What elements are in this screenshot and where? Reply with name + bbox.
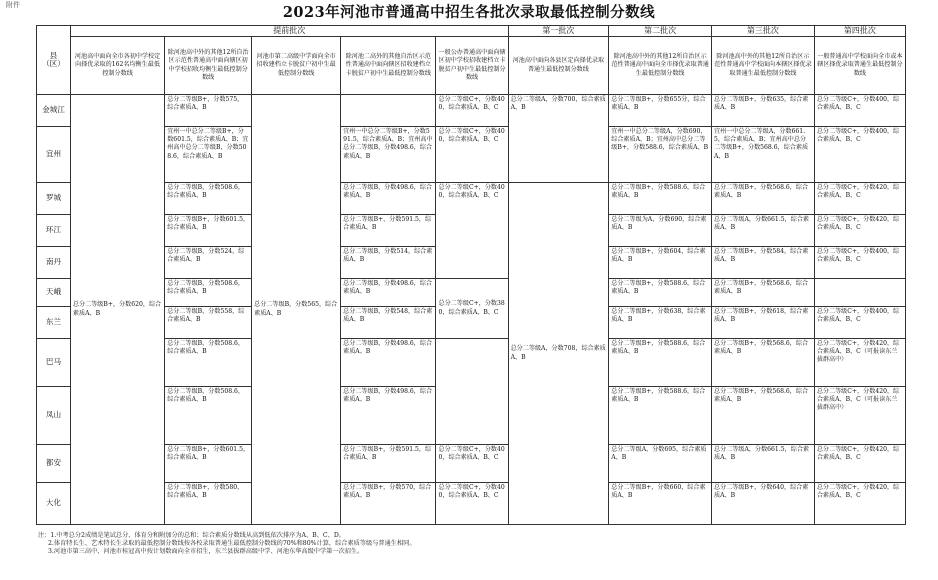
score-cell: 宜州一中总分二等级B+，分数601.5，综合素质A、B；宜州高中总分二等级B，分数508.6，综合素质A、B [165, 127, 252, 183]
county-name: 环江 [37, 215, 71, 247]
score-cell: 总分二等级B+，分数638，综合素质A、B [609, 307, 712, 339]
score-cell: 总分二等级B，分数514，综合素质A、B [341, 247, 436, 279]
score-cell: 总分二等级C+，分数420，综合素质A、B、C [814, 215, 905, 247]
score-cell: 总分二等级C+，分数420，综合素质A、B、C（可报读东兰拔群高中） [814, 339, 905, 387]
column-header: 除河池二高外的其他自治区示范性普通高中面向辖区招收建档立卡脱贫户初中生最低控制分数线 [341, 37, 436, 95]
score-cell: 总分二等级C+，分数400，综合素质A、B、C [436, 183, 508, 279]
column-header: 除河池高中外的其他12所自治区示范性普通高中面向全市择优录取普通生最低控制分数线 [609, 37, 712, 95]
score-cell: 总分二等级B+，分数640，综合素质A、B [712, 483, 815, 525]
score-cell: 总分二等级为A，分数690，综合素质A、B [609, 215, 712, 247]
score-cell: 总分二等级B，分数498.6，综合素质A、B [341, 183, 436, 215]
county-name: 罗城 [37, 183, 71, 215]
score-cell: 总分二等级B+，分数618，综合素质A、B [712, 307, 815, 339]
table-row [37, 339, 906, 387]
score-cell: 总分二等级B+，分数568.6，综合素质A、B [712, 279, 815, 307]
table-row [37, 279, 906, 307]
score-cell: 总分二等级B+，分数568.6，综合素质A、B [712, 339, 815, 387]
score-cell: 总分二等级B，分数524，综合素质A、B [165, 247, 252, 279]
column-header: 除河池高中外的其他12所自治区示范性普通高中学校面向本辖区择优录取普通生最低控制分数线 [712, 37, 815, 95]
column-header: 河池市第二高级中学面向全市招收建档立卡脱贫户初中生最低控制分数线 [252, 37, 341, 95]
score-cell: 总分二等级A，分数708，综合素质A、B [508, 183, 609, 525]
score-cell: 总分二等级B+，分数591.5，综合素质A、B [341, 215, 436, 247]
score-cell: 总分二等级B+，分数635，综合素质A、B [712, 95, 815, 127]
county-name: 宜州 [37, 127, 71, 183]
score-cell: 总分二等级B+，分数591.5，综合素质A、B [341, 445, 436, 483]
score-cell: 总分二等级C+，分数400，综合素质A、B、C [436, 95, 508, 127]
score-cell: 总分二等级C+，分数400，综合素质A、B、C [436, 127, 508, 183]
score-cell: 总分二等级A，分数661.5，综合素质A、B [712, 445, 815, 483]
group-header-second: 第二批次 [609, 26, 712, 37]
score-cell: 宜州一中总分二等级A，分数661.5，综合素质A、B；宜州高中总分二等级B+，分数568.6，综合素质A、B [712, 127, 815, 183]
score-cell: 宜州一中总分二等级A，分数690，综合素质A、B；宜州高中总分二等级B+，分数588.6，综合素质A、B [609, 127, 712, 183]
score-cell: 总分二等级B+，分数568.6，综合素质A、B [712, 183, 815, 215]
score-cell: 总分二等级C+，分数400，综合素质A、B、C [436, 483, 508, 525]
county-name: 金城江 [37, 95, 71, 127]
score-cell: 总分二等级B+，分数588.6，综合素质A、B [609, 279, 712, 307]
score-table [36, 25, 906, 525]
score-cell: 总分二等级B+，分数588.6，综合素质A、B [609, 183, 712, 215]
group-header-early: 提前批次 [70, 26, 508, 37]
table-row [37, 483, 906, 525]
footnote: 注：1.中考总分2成绩是笔试总分、体育分和附加分的总和；综合素质分数线从高到低依次排序为A、B、C、D。 [38, 532, 345, 539]
score-cell: 总分二等级A，分数661.5，综合素质A、B [712, 215, 815, 247]
score-cell: 总分二等级B+，分数580，综合素质A、B [165, 483, 252, 525]
score-cell: 总分二等级B+，分数601.5，综合素质A、B [165, 445, 252, 483]
score-cell: 总分二等级C+，分数420，综合素质A、B、C（可报读东兰拔群高中） [814, 387, 905, 445]
score-cell: 总分二等级B，分数548，综合素质A、B [341, 307, 436, 339]
score-cell: 总分二等级B，分数565，综合素质A、B [252, 95, 341, 525]
score-cell [341, 95, 436, 127]
table-row [37, 445, 906, 483]
group-header-first: 第一批次 [508, 26, 609, 37]
score-cell: 总分二等级B，分数508.6，综合素质A、B [165, 279, 252, 307]
score-cell: 总分二等级B+，分数575，综合素质A、B [165, 95, 252, 127]
score-cell: 总分二等级B+，分数568.6，综合素质A、B [712, 387, 815, 445]
score-cell: 总分二等级B+，分数588.6，综合素质A、B [609, 387, 712, 445]
score-cell: 总分二等级B，分数558，综合素质A、B [165, 307, 252, 339]
score-cell: 总分二等级B+，分数601.5，综合素质A、B [165, 215, 252, 247]
score-cell: 总分二等级B+，分数584，综合素质A、B [712, 247, 815, 279]
score-cell: 总分二等级C+，分数400，综合素质A、B、C [814, 95, 905, 127]
score-cell [814, 279, 905, 307]
group-header-third: 第三批次 [712, 26, 815, 37]
county-name: 凤山 [37, 387, 71, 445]
table-row [37, 95, 906, 127]
group-header-fourth: 第四批次 [814, 26, 905, 37]
attachment-label: 附件 [6, 1, 20, 9]
table-row [37, 183, 906, 215]
table-row [37, 127, 906, 183]
score-cell: 总分二等级A，分数695，综合素质A、B [609, 445, 712, 483]
score-cell: 总分二等级B，分数508.6，综合素质A、B [165, 387, 252, 445]
column-header: 一般公办普通高中面向辖区初中学校招收建档立卡脱贫户初中生最低控制分数线 [436, 37, 508, 95]
county-name: 南丹 [37, 247, 71, 279]
score-cell: 总分二等级B，分数508.6，综合素质A、B [165, 339, 252, 387]
county-name: 大化 [37, 483, 71, 525]
score-cell: 总分二等级C+，分数420，综合素质A、B、C [814, 445, 905, 483]
score-cell: 总分二等级C+，分数400，综合素质A、B、C [814, 247, 905, 279]
score-cell: 总分二等级B+，分数655分，综合素质A、B [609, 95, 712, 127]
county-name: 巴马 [37, 339, 71, 387]
score-cell: 总分二等级C+，分数400，综合素质A、B、C [814, 307, 905, 339]
score-cell: 总分二等级B+，分数660，综合素质A、B [609, 483, 712, 525]
score-cell: 总分二等级A，分数700，综合素质A、B [508, 95, 609, 183]
score-cell: 总分二等级C+，分数420，综合素质A、B、C [814, 483, 905, 525]
county-header: 县 （区） [37, 26, 71, 95]
document-title: 2023年河池市普通高中招生各批次录取最低控制分数线 [282, 4, 656, 21]
county-name: 都安 [37, 445, 71, 483]
score-cell: 总分二等级B+，分数604，综合素质A、B [609, 247, 712, 279]
column-header: 河池高中面向全市各初中学校定向择优录取的162名均衡生最低控制分数线 [70, 37, 164, 95]
score-cell: 总分二等级B，分数498.6，综合素质A、B [341, 279, 436, 307]
score-cell: 总分二等级C+，分数420，综合素质A、B、C [814, 183, 905, 215]
score-cell: 总分二等级B，分数498.6，综合素质A、B [341, 387, 436, 445]
score-cell: 总分二等级C+，分数380，综合素质A、B、C [436, 279, 508, 339]
county-name: 东兰 [37, 307, 71, 339]
column-header: 除河池高中外的其他12所自治区示范性普通高中面向辖区初中学校招收均衡生最低控制分数线 [165, 37, 252, 95]
score-cell: 宜州一中总分二等级B+，分数591.5，综合素质A、B；宜州高中总分二等级B，分数498.6，综合素质A、B [341, 127, 436, 183]
column-header: 河池高中面向各县区定向择优录取普通生最低控制分数线 [508, 37, 609, 95]
footnotes [38, 532, 918, 556]
county-name: 天峨 [37, 279, 71, 307]
score-cell: 总分二等级B+，分数620，综合素质A、B [70, 95, 164, 525]
column-header: 一般普通高中学校面向全市或本辖区择优录取普通生最低控制分数线 [814, 37, 905, 95]
score-cell [436, 339, 508, 445]
footnote: 3.河池市第三高中、河池市桂冠高中按计划数面向全市招生，东兰县拔群高级中学、河池东华高级中学第一次招生。 [48, 548, 364, 555]
score-cell: 总分二等级C+，分数400，综合素质A、B、C [814, 127, 905, 183]
score-cell: 总分二等级C+，分数400，综合素质A、B、C [436, 445, 508, 483]
score-cell: 总分二等级B+，分数588.6，综合素质A、B [609, 339, 712, 387]
footnote: 2.体育特长生、艺术特长生录取的最低控制分数线按各校录取普通生最低控制分数线的70%和80%计算，综合素质等级与普通生相同。 [48, 540, 416, 547]
score-cell: 总分二等级B，分数508.6，综合素质A、B [165, 183, 252, 215]
score-cell: 总分二等级B+，分数570，综合素质A、B [341, 483, 436, 525]
score-cell: 总分二等级B，分数498.6，综合素质A、B [341, 339, 436, 387]
